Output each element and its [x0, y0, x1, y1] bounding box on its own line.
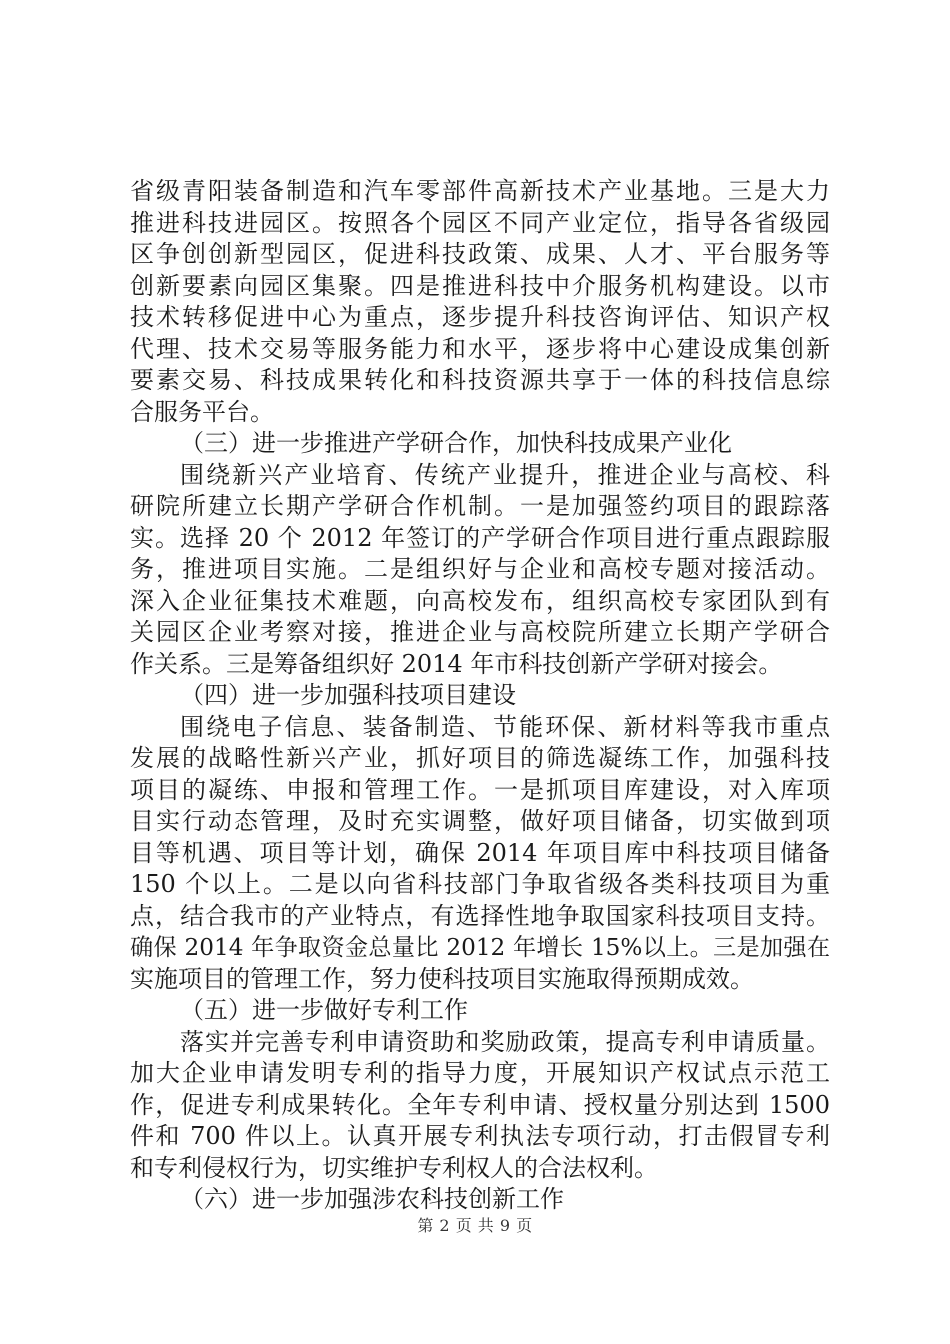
- text-line: 实。选择 20 个 2012 年签订的产学研合作项目进行重点跟踪服: [130, 523, 830, 552]
- text-line: 件和 700 件以上。认真开展专利执法专项行动，打击假冒专利: [130, 1122, 830, 1150]
- text-line: 150 个以上。二是以向省科技部门争取省级各类科技项目为重: [130, 870, 830, 898]
- document-body: [130, 176, 830, 1216]
- text-line: 推进科技进园区。按照各个园区不同产业定位，指导各省级园: [130, 208, 830, 237]
- section-heading: （五）进一步做好专利工作: [180, 996, 468, 1024]
- text-line: 创新要素向园区集聚。四是推进科技中介服务机构建设。以市: [130, 271, 830, 300]
- text-line: 落实并完善专利申请资助和奖励政策，提高专利申请质量。: [180, 1027, 830, 1056]
- text-line: 点，结合我市的产业特点，有选择性地争取国家科技项目支持。: [130, 901, 830, 930]
- section-heading: （四）进一步加强科技项目建设: [180, 681, 516, 709]
- text-line: 和专利侵权行为，切实维护专利权人的合法权利。: [130, 1153, 658, 1182]
- text-line: 技术转移促进中心为重点，逐步提升科技咨询评估、知识产权: [130, 303, 830, 331]
- text-line: 作，促进专利成果转化。全年专利申请、授权量分别达到 1500: [130, 1090, 830, 1119]
- text-line: 研院所建立长期产学研合作机制。一是加强签约项目的跟踪落: [130, 492, 830, 520]
- text-line: 关园区企业考察对接，推进企业与高校院所建立长期产学研合: [130, 618, 830, 646]
- text-line: 合服务平台。: [130, 397, 274, 426]
- text-line: 实施项目的管理工作，努力使科技项目实施取得预期成效。: [130, 964, 754, 993]
- text-line: 围绕电子信息、装备制造、节能环保、新材料等我市重点: [180, 712, 830, 741]
- text-line: 项目的凝练、申报和管理工作。一是抓项目库建设，对入库项: [130, 775, 830, 804]
- text-line: 区争创创新型园区，促进科技政策、成果、人才、平台服务等: [130, 240, 830, 268]
- text-line: 确保 2014 年争取资金总量比 2012 年增长 15%以上。三是加强在: [130, 934, 830, 961]
- page-number-footer: 第 2 页 共 9 页: [417, 1216, 533, 1235]
- text-line: 加大企业申请发明专利的指导力度，开展知识产权试点示范工: [130, 1059, 830, 1087]
- section-heading: （六）进一步加强涉农科技创新工作: [180, 1185, 564, 1213]
- text-line: 目实行动态管理，及时充实调整，做好项目储备，切实做到项: [130, 807, 830, 835]
- text-line: 作关系。三是筹备组织好 2014 年市科技创新产学研对接会。: [130, 649, 783, 678]
- text-line: 围绕新兴产业培育、传统产业提升，推进企业与高校、科: [180, 460, 830, 489]
- section-heading: （三）进一步推进产学研合作，加快科技成果产业化: [180, 429, 732, 457]
- text-line: 要素交易、科技成果转化和科技资源共享于一体的科技信息综: [130, 366, 830, 394]
- text-line: 省级青阳装备制造和汽车零部件高新技术产业基地。三是大力: [130, 177, 830, 205]
- text-line: 目等机遇、项目等计划，确保 2014 年项目库中科技项目储备: [130, 838, 830, 867]
- text-line: 发展的战略性新兴产业，抓好项目的筛选凝练工作，加强科技: [130, 744, 830, 772]
- text-line: 深入企业征集技术难题，向高校发布，组织高校专家团队到有: [130, 586, 830, 615]
- text-line: 代理、技术交易等服务能力和水平，逐步将中心建设成集创新: [130, 334, 830, 363]
- text-line: 务，推进项目实施。二是组织好与企业和高校专题对接活动。: [130, 555, 830, 583]
